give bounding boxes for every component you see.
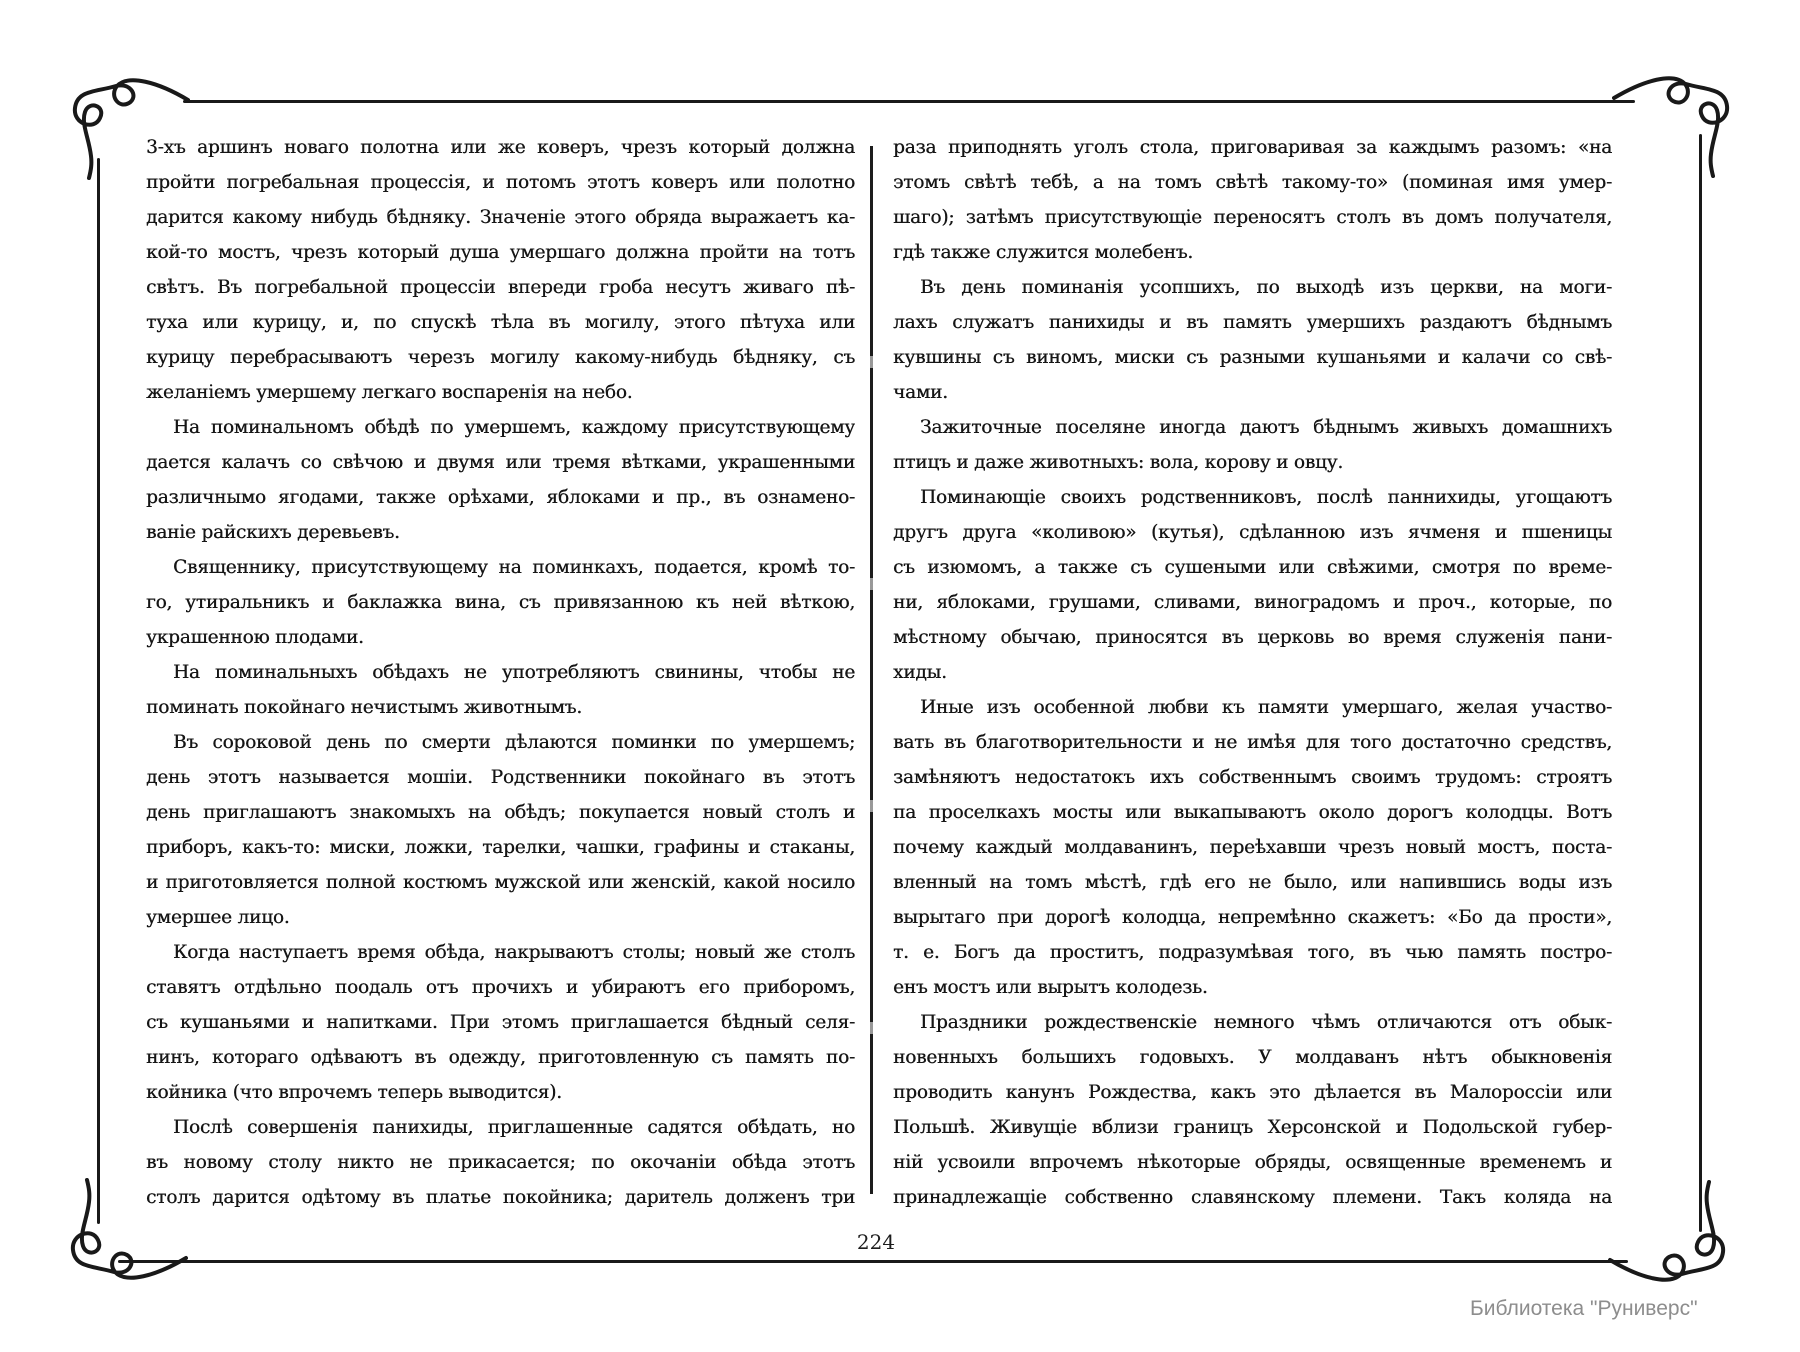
text-line: го, утиральникъ и баклажка вина, съ привязанною къ ней вѣткою, [146,592,855,613]
text-line: проводить канунъ Рождества, какъ это дѣлается въ Малороссіи или [893,1082,1612,1103]
text-line: свѣтъ. Въ погребальной процессіи впереди гроба несутъ живаго пѣ- [146,277,855,298]
page-number: 224 [856,1230,896,1254]
text-line: другъ друга «коливою» (кутья), сдѣланною изъ ячменя и пшеницы [893,522,1612,543]
text-column-left [146,130,855,1215]
text-line: Поминающіе своихъ родственниковъ, послѣ паннихиды, угощаютъ [920,487,1612,508]
text-line: Въ сороковой день по смерти дѣлаются поминки по умершемъ; [173,732,855,753]
text-line: раза приподнять уголъ стола, приговаривая за каждымъ разомъ: «на [893,137,1612,158]
library-watermark: Библиотека "Руниверс" [1470,1297,1698,1320]
text-line: ставятъ отдѣльно поодаль отъ прочихъ и убираютъ его приборомъ, [146,977,855,998]
text-line: новенныхъ большихъ годовыхъ. У молдаванъ нѣтъ обыкновенія [893,1047,1612,1068]
text-line: 3-хъ аршинъ новаго полотна или же коверъ, чрезъ который должна [146,137,855,158]
frame-border-right [1699,134,1702,1232]
text-line: нинъ, котораго одѣваютъ въ одежду, приготовленную съ память по- [146,1047,855,1068]
text-line: украшенною плодами. [146,627,364,648]
text-line: т. е. Богъ да проститъ, подразумѣвая того, въ чью память постро- [893,942,1612,963]
corner-flourish-icon [1608,1180,1738,1300]
text-line: лахъ служатъ панихиды и въ память умершихъ раздаютъ бѣднымъ [893,312,1612,333]
text-line: приборъ, какъ-то: миски, ложки, тарелки, чашки, графины и стаканы, [146,837,855,858]
text-line: вать въ благотворительности и не имѣя для того достаточно средствъ, [893,732,1612,753]
text-line: почему каждый молдаванинъ, переѣхавши чрезъ новый мостъ, поста- [893,837,1612,858]
frame-border-bottom [118,1260,1628,1263]
text-line: мѣстному обычаю, приносятся въ церковь во время служенія пани- [893,627,1612,648]
text-line: курицу перебрасываютъ черезъ могилу какому-нибудь бѣдняку, съ [146,347,855,368]
text-line: гдѣ также служится молебенъ. [893,242,1193,263]
text-line: замѣняютъ недостатокъ ихъ собственнымъ своимъ трудомъ: строятъ [893,767,1612,788]
text-line: день приглашаютъ знакомыхъ на обѣдъ; покупается новый столъ и [146,802,855,823]
text-line: вленный на томъ мѣстѣ, гдѣ его не было, или напившись воды изъ [893,872,1612,893]
text-line: енъ мостъ или вырытъ колодезь. [893,977,1208,998]
text-line: съ кушаньями и напитками. При этомъ приглашается бѣдный селя- [146,1012,855,1033]
text-line: койника (что впрочемъ теперь выводится). [146,1082,562,1103]
text-line: Послѣ совершенія панихиды, приглашенные садятся обѣдать, но [173,1117,855,1138]
column-divider [870,146,873,1194]
text-line: туха или курицу, и, по спускѣ тѣла въ могилу, этого пѣтуха или [146,312,855,333]
text-line: дается калачъ со свѣчою и двумя или тремя вѣтками, украшенными [146,452,855,473]
text-line: Польшѣ. Живущіе вблизи границъ Херсонской и Подольской губер- [893,1117,1612,1138]
text-line: ваніе райскихъ деревьевъ. [146,522,400,543]
text-line: принадлежащіе собственно славянскому племени. Такъ коляда на [893,1187,1612,1208]
text-line: чами. [893,382,948,403]
corner-flourish-icon [1612,58,1742,178]
text-line: Иные изъ особенной любви къ памяти умершаго, желая участво- [920,697,1612,718]
text-line: ни, яблоками, грушами, сливами, виноградомъ и проч., которые, по [893,592,1612,613]
text-line: поминать покойнаго нечистымъ животнымъ. [146,697,582,718]
text-line: въ новому столу никто не прикасается; по окочаніи обѣда этотъ [146,1152,855,1173]
text-line: Праздники рождественскіе немного чѣмъ отличаются отъ обык- [920,1012,1612,1033]
text-line: шаго); затѣмъ присутствующіе переносятъ столъ въ домъ получателя, [893,207,1612,228]
text-column-right [893,130,1612,1215]
text-line: Въ день поминанія усопшихъ, по выходѣ изъ церкви, на моги- [920,277,1612,298]
text-line: хиды. [893,662,947,683]
text-line: желаніемъ умершему легкаго воспаренія на небо. [146,382,633,403]
text-line: ній усвоили впрочемъ нѣкоторые обряды, освященные временемъ и [893,1152,1612,1173]
text-line: день этотъ называется мошіи. Родственники покойнаго въ этотъ [146,767,855,788]
text-line: На поминальномъ обѣдѣ по умершемъ, каждому присутствующему [173,417,855,438]
text-line: Когда наступаетъ время обѣда, накрываютъ столы; новый же столъ [173,942,855,963]
text-line: На поминальныхъ обѣдахъ не употребляютъ свинины, чтобы не [173,662,855,683]
text-line: столъ дарится одѣтому въ платье покойника; даритель долженъ три [146,1187,855,1208]
text-line: птицъ и даже животныхъ: вола, корову и овцу. [893,452,1344,473]
text-line: кой-то мостъ, чрезъ который душа умершаго должна пройти на тотъ [146,242,855,263]
text-line: па проселкахъ мосты или выкапываютъ около дорогъ колодцы. Вотъ [893,802,1612,823]
text-line: и приготовляется полной костюмъ мужской или женскій, какой носило [146,872,855,893]
text-line: съ изюмомъ, а также съ сушеными или свѣжими, смотря по време- [893,557,1612,578]
text-line: пройти погребальная процессія, и потомъ этотъ коверъ или полотно [146,172,855,193]
frame-border-top [183,100,1635,103]
frame-border-left [97,158,100,1224]
text-line: Зажиточные поселяне иногда даютъ бѣднымъ живыхъ домашнихъ [920,417,1612,438]
text-line: Священнику, присутствующему на поминкахъ, подается, кромѣ то- [173,557,855,578]
text-line: различнымо ягодами, также орѣхами, яблоками и пр., въ ознамено- [146,487,855,508]
text-line: этомъ свѣтѣ тебѣ, а на томъ свѣтѣ такому-то» (поминая имя умер- [893,172,1612,193]
text-line: дарится какому нибудь бѣдняку. Значеніе этого обряда выражаетъ ка- [146,207,855,228]
text-line: кувшины съ виномъ, миски съ разными кушаньями и калачи со свѣ- [893,347,1612,368]
text-line: умершее лицо. [146,907,290,928]
text-line: вырытаго при дорогѣ колодца, непремѣнно скажетъ: «Бо да прости», [893,907,1612,928]
